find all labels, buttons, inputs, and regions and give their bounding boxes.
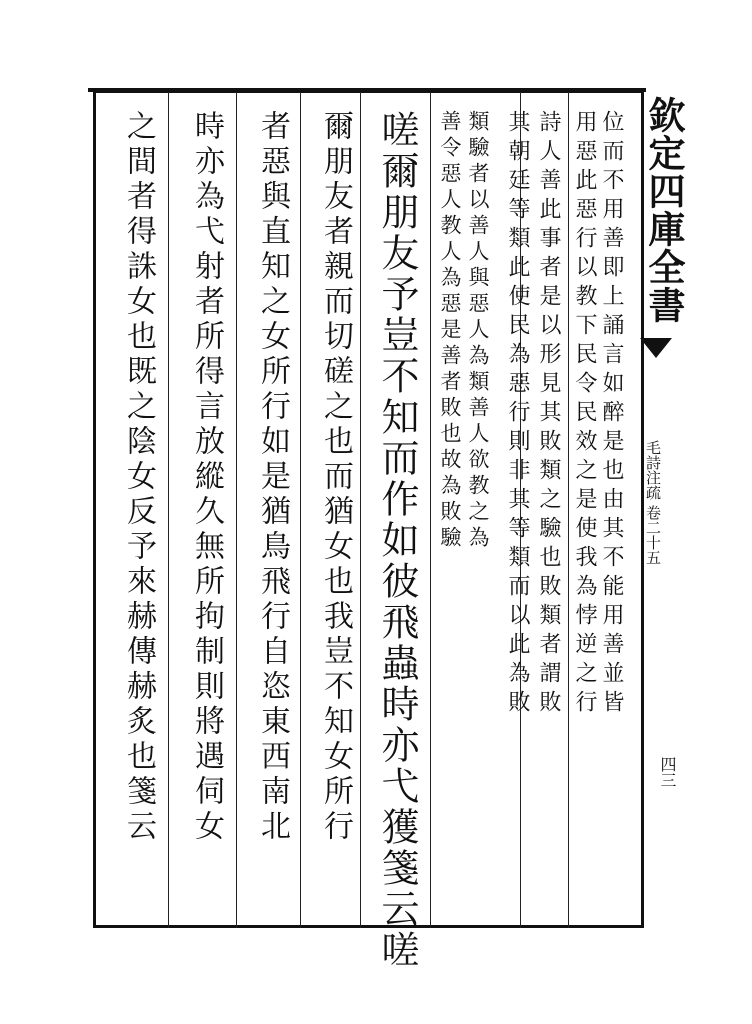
- column-rule: [236, 92, 237, 928]
- page-number: 四三: [658, 756, 677, 788]
- column-rule: [168, 92, 169, 928]
- column-rule: [300, 92, 301, 928]
- text-column-1: 位而不用善即上誦言如醉是也由其不能用善並皆: [599, 110, 624, 719]
- text-column-8: 爾朋友者親而切磋之也而猶女也我豈不知女所行: [318, 110, 353, 845]
- text-column-2: 用惡此惡行以教下民令民效之是使我為悖逆之行: [572, 110, 597, 719]
- column-rule: [568, 92, 569, 928]
- page-frame: [93, 90, 644, 928]
- text-column-4: 其朝廷等類此使民為惡行則非其等類而以此為敗: [505, 110, 530, 719]
- text-column-10: 時亦為弋射者所得言放縱久無所拘制則將遇伺女: [189, 110, 224, 845]
- text-column-7: 嗟爾朋友予豈不知而作如彼飛蟲時亦弋獲箋云嗟: [375, 110, 419, 971]
- column-rule: [430, 92, 431, 928]
- text-column-6: 善令惡人教人為惡是善者敗也故為敗驗: [438, 110, 462, 552]
- text-column-11: 之間者得誅女也既之陰女反予來赫傳赫炙也箋云: [121, 110, 156, 845]
- text-column-9: 者惡與直知之女所行如是猶鳥飛行自恣東西南北: [255, 110, 290, 845]
- text-column-5: 類驗者以善人與惡人為類善人欲教之為: [466, 110, 490, 552]
- text-column-3: 詩人善此事者是以形見其敗類之驗也敗類者謂敗: [536, 110, 561, 719]
- volume-label: 毛詩注疏 卷二十五: [644, 440, 662, 565]
- fishtail-mark: [640, 338, 672, 358]
- column-rule: [360, 92, 361, 928]
- book-title: 欽定四庫全書: [642, 96, 686, 324]
